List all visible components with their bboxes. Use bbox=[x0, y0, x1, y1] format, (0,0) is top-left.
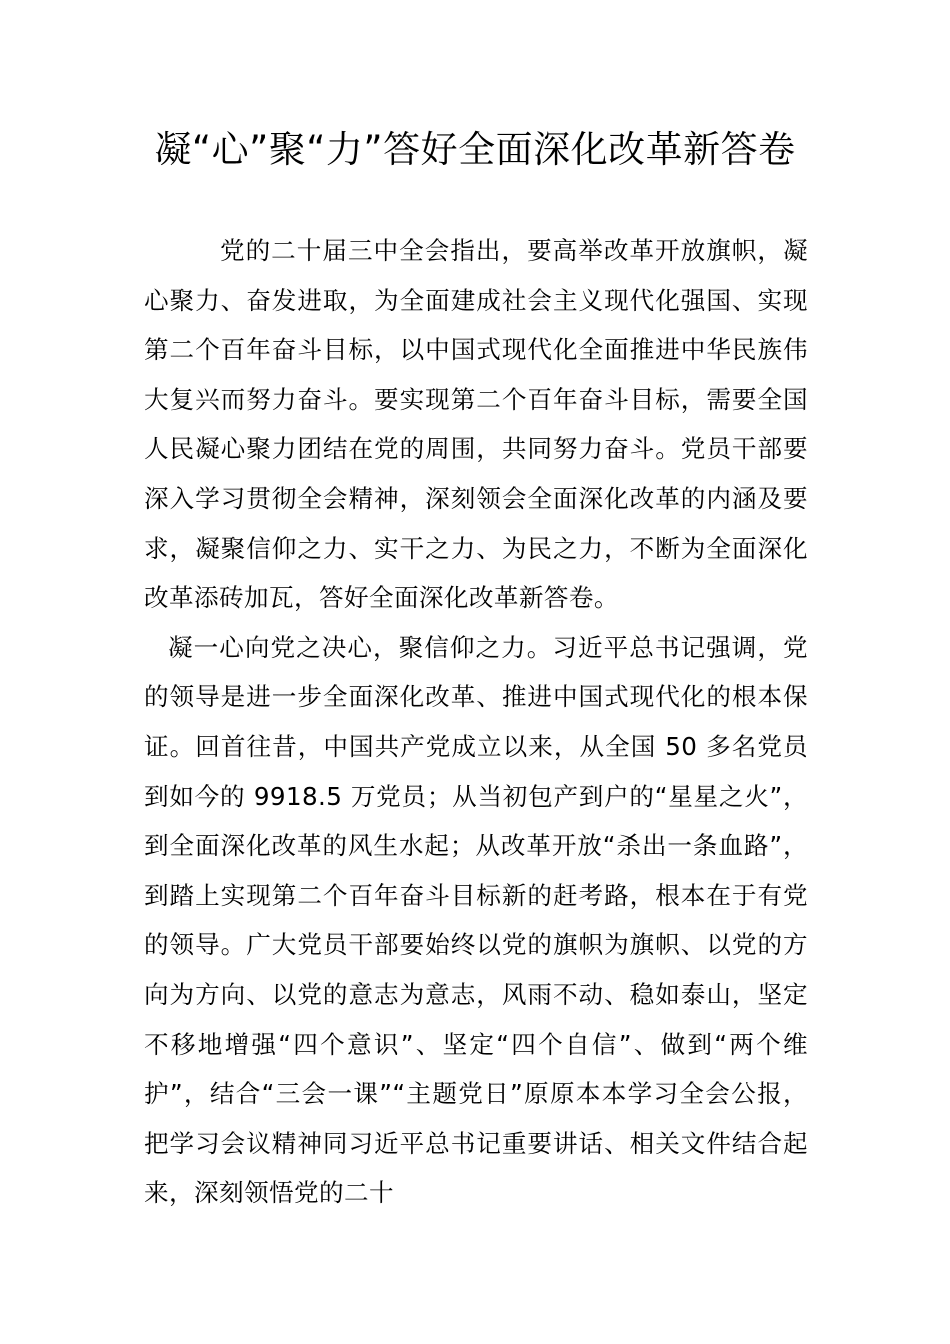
paragraph-intro: 党的二十届三中全会指出，要高举改革开放旗帜，凝心聚力、奋发进取，为全面建成社会主义现代化强国、实现第二个百年奋斗目标，以中国式现代化全面推进中华民族伟大复兴而努力奋斗。要实现第二个百年奋斗目标，需要全国人民凝心聚力团结在党的周围，共同努力奋斗。党员干部要深入学习贯彻全会精神，深刻领会全面深化改革的内涵及要求，凝聚信仰之力、实干之力、为民之力，不断为全面深化改革添砖加瓦，答好全面深化改革新答卷。 bbox=[144, 236, 808, 613]
document-body bbox=[144, 226, 808, 1218]
document-title: 凝“心”聚“力”答好全面深化改革新答卷 bbox=[154, 128, 796, 171]
paragraph-section-one: 凝一心向党之决心，聚信仰之力。习近平总书记强调，党的领导是进一步全面深化改革、推进中国式现代化的根本保证。回首往昔，中国共产党成立以来，从全国 50 多名党员到如今的 9918.5 万党员；从当初包产到户的“星星之火”，到全面深化改革的风生水起；从改革开放“杀出一条血路”，到踏上实现第二个百年奋斗目标新的赶考路，根本在于有党的领导。广大党员干部要始终以党的旗帜为旗帜、以党的方向为方向、以党的意志为意志，风雨不动、稳如泰山，坚定不移地增强“四个意识”、坚定“四个自信”、做到“两个维护”，结合“三会一课”“主题党日”原原本本学习全会公报，把学习会议精神同习近平总书记重要讲话、相关文件结合起来，深刻领悟党的二十 bbox=[144, 632, 808, 1208]
